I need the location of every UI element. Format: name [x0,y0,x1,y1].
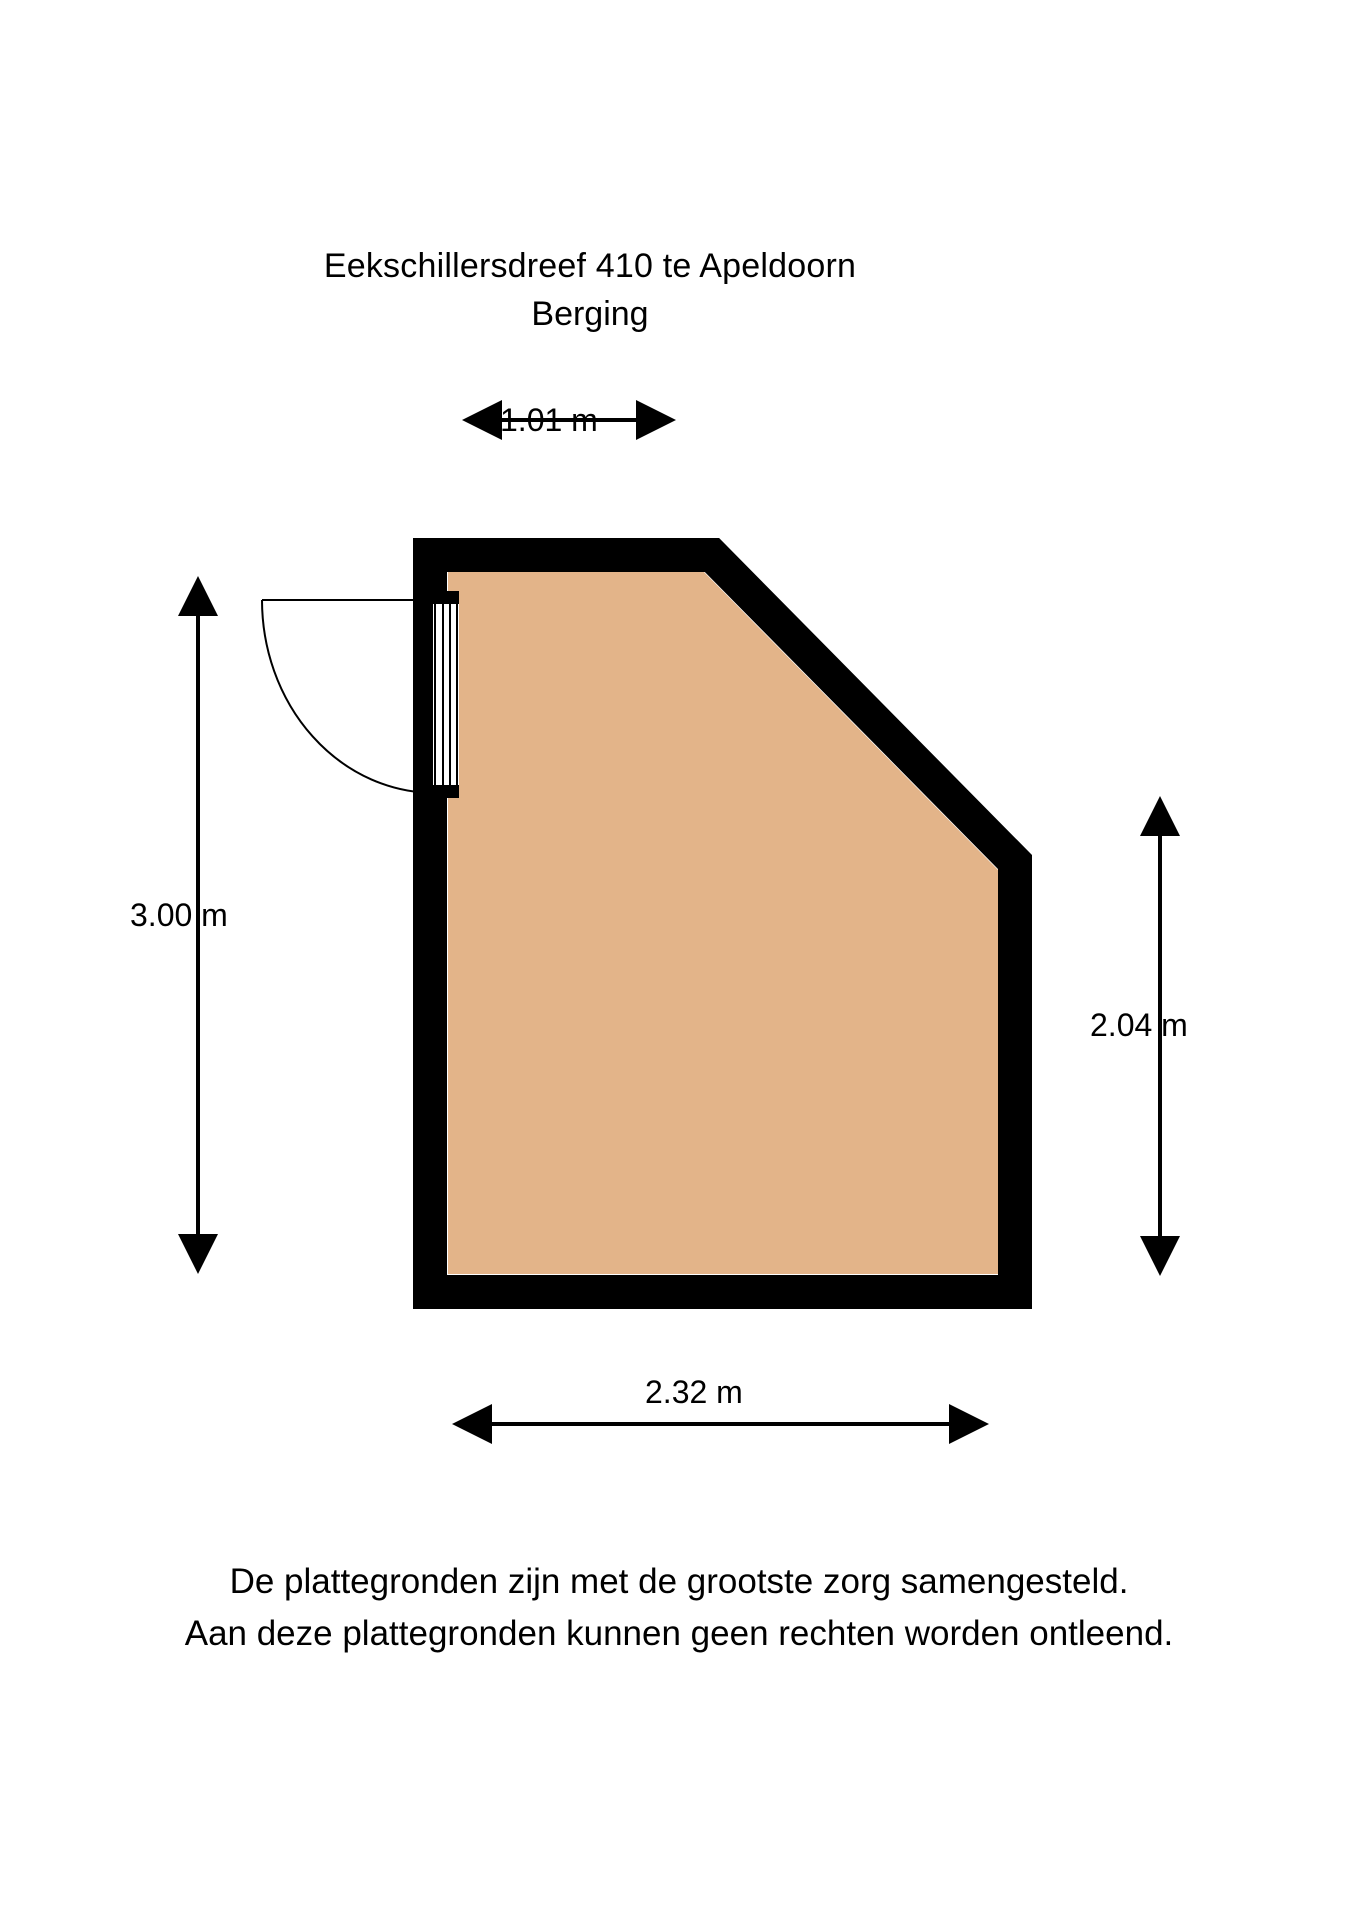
dimension-label-top: 1.01 m [500,402,598,438]
disclaimer-line-1: De plattegronden zijn met de grootste zorg samengesteld. [229,1562,1129,1601]
dimension-label-right: 2.04 m [1090,1007,1188,1043]
room-floor-berging [448,570,998,1274]
door-leaf [433,591,459,798]
disclaimer [0,1556,1358,1660]
title-address: Eekschillersdreef 410 te Apeldoorn [323,247,857,285]
title-floor: Berging [531,295,649,333]
disclaimer-line-2: Aan deze plattegronden kunnen geen rechten worden ontleend. [184,1614,1174,1653]
door-swing-icon [262,600,435,793]
dimension-label-left: 3.00 m [130,897,228,933]
dimension-label-bottom: 2.32 m [645,1374,743,1410]
